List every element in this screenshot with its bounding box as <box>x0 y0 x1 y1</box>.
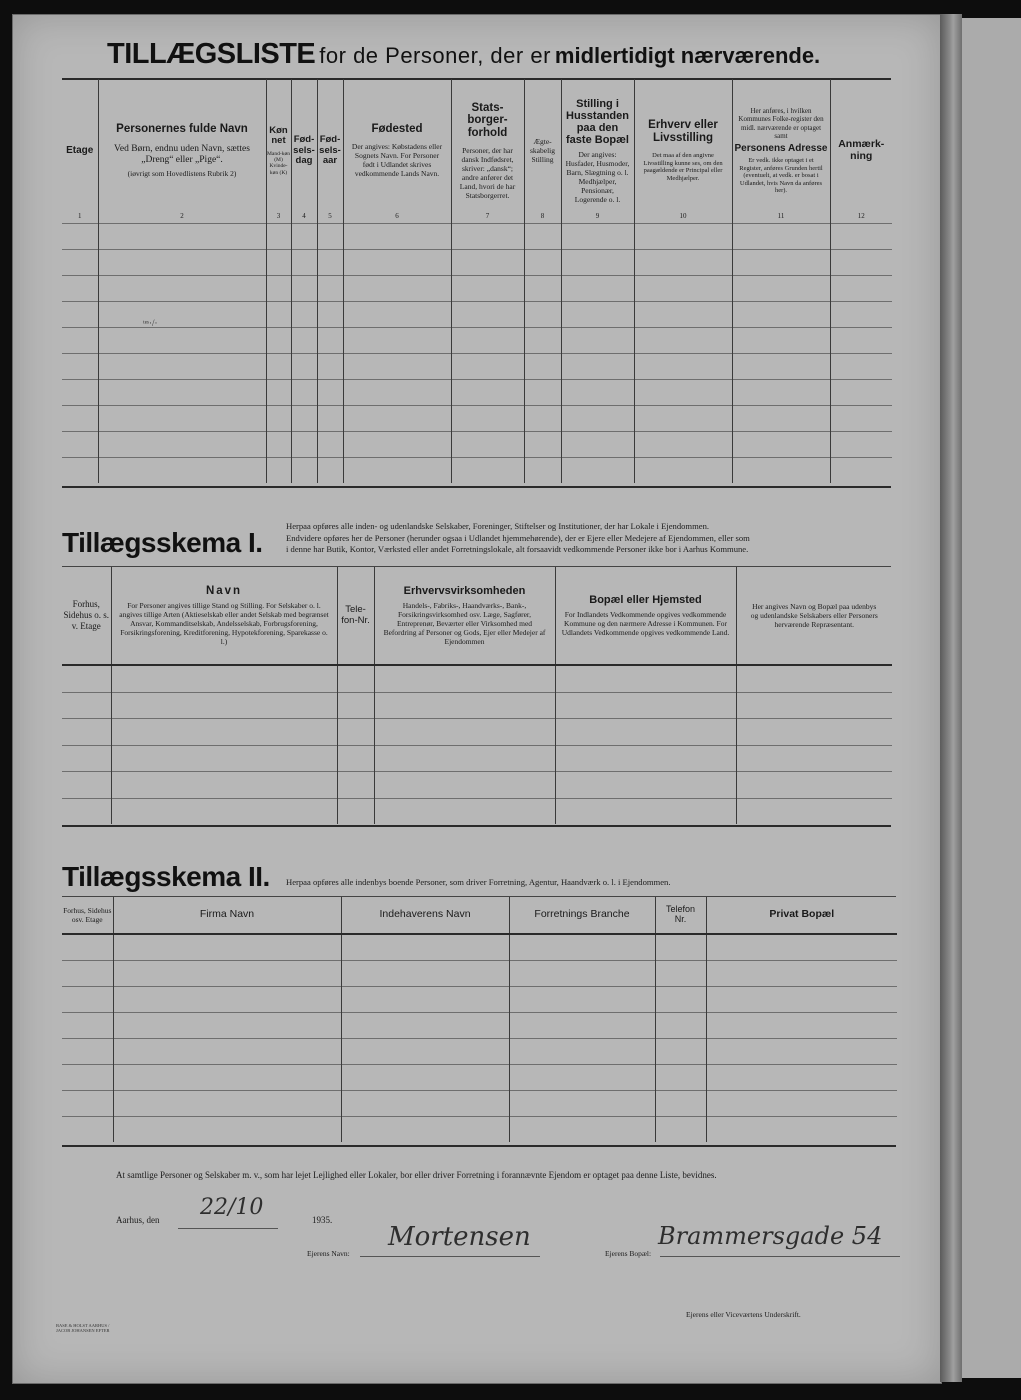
skema2-cell[interactable] <box>341 961 509 987</box>
main-table-cell[interactable] <box>266 457 291 483</box>
main-table-cell[interactable] <box>98 223 266 249</box>
main-table-cell[interactable] <box>634 353 732 379</box>
skema2-col-indehaver: Indehaverens Navn <box>341 897 509 934</box>
main-table-cell[interactable] <box>62 353 98 379</box>
main-table-cell[interactable] <box>98 379 266 405</box>
skema1-cell[interactable] <box>555 719 736 746</box>
skema2-cell[interactable] <box>113 961 341 987</box>
col-address-header: Her anføres, i hvilken Kommunes Folke-register den midl. nærværende er optaget samt Personens Adresse Er vedk. ikke optaget i et Register, anføres Grunden hertil (eventuelt, at vedk. er bosat i Udlandet, hvis Navn da anføres her). 11 <box>732 79 830 223</box>
skema2-cell[interactable] <box>655 961 706 987</box>
main-table-cell[interactable] <box>343 431 451 457</box>
main-table-cell[interactable] <box>343 301 451 327</box>
main-table-cell[interactable] <box>343 457 451 483</box>
skema1-row <box>62 798 892 824</box>
main-table-row <box>62 223 892 249</box>
main-table-row <box>62 431 892 457</box>
main-table-cell[interactable] <box>830 327 892 353</box>
main-table-cell[interactable] <box>451 275 524 301</box>
skema1-cell[interactable] <box>62 665 111 692</box>
main-table-cell[interactable] <box>266 353 291 379</box>
skema2-cell[interactable] <box>62 934 113 961</box>
skema1-row <box>62 665 892 692</box>
skema2-cell[interactable] <box>706 1065 897 1091</box>
skema2-cell[interactable] <box>341 1065 509 1091</box>
main-table-cell[interactable] <box>732 327 830 353</box>
main-table-cell[interactable] <box>451 353 524 379</box>
owner-name-label: Ejerens Navn: <box>307 1249 350 1258</box>
skema2-cell[interactable] <box>113 1039 341 1065</box>
col-etage-header: Etage 1 <box>62 79 98 223</box>
skema2-row <box>62 1039 897 1065</box>
main-table-cell[interactable] <box>266 327 291 353</box>
main-table-cell[interactable] <box>524 223 561 249</box>
main-table-cell[interactable] <box>524 301 561 327</box>
book-spine <box>940 14 962 1382</box>
skema1-description <box>286 521 898 556</box>
skema2-cell[interactable] <box>62 1065 113 1091</box>
skema2-cell[interactable] <box>341 1117 509 1143</box>
title-part1: TILLÆGSLISTE <box>107 38 316 70</box>
main-table-cell[interactable] <box>830 353 892 379</box>
main-table-cell[interactable] <box>62 275 98 301</box>
main-table-cell[interactable] <box>561 275 634 301</box>
main-table-row <box>62 327 892 353</box>
date-line <box>178 1228 278 1229</box>
skema2-row <box>62 1013 897 1039</box>
skema2-row <box>62 934 897 961</box>
main-table-cell[interactable] <box>317 223 343 249</box>
main-table-cell[interactable] <box>524 353 561 379</box>
main-table-cell[interactable] <box>98 249 266 275</box>
signature-label: Ejerens eller Viceværtens Underskrift. <box>686 1310 801 1319</box>
main-table-cell[interactable] <box>291 379 317 405</box>
skema2-cell[interactable] <box>113 1065 341 1091</box>
main-table-cell[interactable] <box>291 457 317 483</box>
main-table-cell[interactable] <box>830 457 892 483</box>
col-name-header: Personernes fulde Navn Ved Børn, endnu uden Navn, sættes „Dreng“ eller „Pige“. (iøvrigt som Hovedlistens Rubrik 2) 2 <box>98 79 266 223</box>
main-table-cell[interactable] <box>62 249 98 275</box>
owner-address-line <box>660 1256 900 1257</box>
skema2-cell[interactable] <box>62 1117 113 1143</box>
main-table-row <box>62 249 892 275</box>
title-part3: midlertidigt nærværende. <box>554 43 821 68</box>
skema1-cell[interactable] <box>555 798 736 824</box>
main-table-cell[interactable] <box>732 249 830 275</box>
skema1-col-erhverv: Erhvervsvirksomheden Handels-, Fabriks-, Haandværks-, Bank-, Forsikringsvirksomhed osv. Læge, Sagfører, Entreprenør, Beværter eller Virksomhed med Befordring af Personer og Gods, Ejer eller Medejer af Ejendommen <box>374 567 555 665</box>
main-table-cell[interactable] <box>561 379 634 405</box>
main-table-cell[interactable] <box>343 353 451 379</box>
skema1-cell[interactable] <box>555 692 736 719</box>
skema2-cell[interactable] <box>509 934 655 961</box>
skema2-cell[interactable] <box>655 1117 706 1143</box>
skema2-col-firma: Firma Navn <box>113 897 341 934</box>
main-table-cell[interactable] <box>732 223 830 249</box>
main-table-cell[interactable] <box>451 327 524 353</box>
col-birthplace-header: Fødested Der angives: Købstadens eller Sognets Navn. For Personer født i Udlandet skrives vedkommende Lands Navn. 6 <box>343 79 451 223</box>
main-table-cell[interactable] <box>451 301 524 327</box>
title-part2: for de Personer, der er <box>319 43 551 68</box>
col-household-header: Stilling i Husstanden paa den faste Bopæl Der angives: Husfader, Husmoder, Barn, Slægtning o. l. Medhjælper, Pensionær, Logerende o. l. 9 <box>561 79 634 223</box>
main-table-cell[interactable] <box>830 379 892 405</box>
skema1-cell[interactable] <box>62 798 111 824</box>
main-table-cell[interactable] <box>561 249 634 275</box>
main-table-cell[interactable] <box>634 223 732 249</box>
main-table-row <box>62 405 892 431</box>
skema2-cell[interactable] <box>341 934 509 961</box>
main-table-cell[interactable] <box>524 327 561 353</box>
main-table-cell[interactable] <box>732 301 830 327</box>
main-table-cell[interactable] <box>830 249 892 275</box>
skema1-cell[interactable] <box>111 798 337 824</box>
skema1-body <box>62 665 892 824</box>
skema2-description: Herpaa opføres alle indenbys boende Personer, som driver Forretning, Agentur, Haandværk o. l. i Ejendommen. <box>286 877 671 887</box>
skema1-row <box>62 719 892 746</box>
main-table-cell[interactable] <box>634 327 732 353</box>
col-sex-header: Kønnet Mand-køn (M) Kvinde-køn (K) 3 <box>266 79 291 223</box>
skema1-cell[interactable] <box>62 692 111 719</box>
main-table-cell[interactable] <box>830 405 892 431</box>
skema1-cell[interactable] <box>111 772 337 799</box>
place-label: Aarhus, den <box>116 1215 160 1225</box>
skema1-col-telefon: Tele-fon-Nr. <box>337 567 374 665</box>
page-title <box>107 38 820 71</box>
main-table <box>62 79 892 483</box>
skema2-cell[interactable] <box>509 1091 655 1117</box>
skema2-cell[interactable] <box>509 961 655 987</box>
skema2-row <box>62 1117 897 1143</box>
skema1-title: Tillægsskema I. <box>62 527 263 558</box>
main-table-cell[interactable] <box>343 327 451 353</box>
attestation-text: At samtlige Personer og Selskaber m. v., som har lejet Lejlighed eller Lokaler, bor eller driver Forretning i forannævnte Ejendom er optaget paa denne Liste, bevidnes. <box>116 1170 717 1180</box>
skema2-row <box>62 1065 897 1091</box>
skema2-cell[interactable] <box>113 1013 341 1039</box>
skema2-bottom-rule <box>62 1145 896 1147</box>
main-table-cell[interactable] <box>98 275 266 301</box>
main-table-cell[interactable] <box>317 405 343 431</box>
main-table-cell[interactable] <box>266 275 291 301</box>
main-table-cell[interactable] <box>98 405 266 431</box>
skema2-cell[interactable] <box>655 1065 706 1091</box>
skema2-cell[interactable] <box>113 1117 341 1143</box>
skema2-header <box>62 897 897 934</box>
col-birthyear-header: Fød-sels-aar 5 <box>317 79 343 223</box>
main-table-cell[interactable] <box>343 249 451 275</box>
main-table-cell[interactable] <box>62 301 98 327</box>
skema2-col-privat-bopael: Privat Bopæl <box>706 897 897 934</box>
skema2-cell[interactable] <box>706 987 897 1013</box>
skema2-title: Tillægsskema II. <box>62 861 270 892</box>
skema1-cell[interactable] <box>337 798 374 824</box>
main-table-cell[interactable] <box>266 379 291 405</box>
skema2-cell[interactable] <box>706 961 897 987</box>
main-table-body <box>62 223 892 483</box>
main-table-cell[interactable] <box>634 301 732 327</box>
skema1-col-etage: Forhus, Sidehus o. s. v. Etage <box>62 567 111 665</box>
skema1-row <box>62 692 892 719</box>
skema1-row <box>62 772 892 799</box>
col-marital-header: Ægte-skabelig Stilling 8 <box>524 79 561 223</box>
skema2-cell[interactable] <box>341 1039 509 1065</box>
skema1-cell[interactable] <box>337 772 374 799</box>
col-occupation-header: Erhverv eller Livsstilling Det maa af den angivne Livsstilling kunne ses, om den paagældende er Principal eller Medhjælper. 10 <box>634 79 732 223</box>
skema2-row <box>62 1091 897 1117</box>
skema1-cell[interactable] <box>374 692 555 719</box>
skema1-bottom-rule <box>62 825 891 827</box>
main-table-cell[interactable] <box>634 275 732 301</box>
main-table-cell[interactable] <box>266 301 291 327</box>
skema2-cell[interactable] <box>655 934 706 961</box>
main-table-row <box>62 301 892 327</box>
main-table-cell[interactable] <box>343 223 451 249</box>
main-table-cell[interactable] <box>98 431 266 457</box>
main-table-cell[interactable] <box>343 405 451 431</box>
main-table-cell[interactable] <box>317 327 343 353</box>
skema2-cell[interactable] <box>706 1117 897 1143</box>
skema2-cell[interactable] <box>706 1091 897 1117</box>
skema2-cell[interactable] <box>706 1013 897 1039</box>
main-table-cell[interactable] <box>266 405 291 431</box>
skema1-cell[interactable] <box>374 772 555 799</box>
skema2-cell[interactable] <box>341 987 509 1013</box>
main-table-cell[interactable] <box>343 379 451 405</box>
main-table-cell[interactable] <box>317 457 343 483</box>
skema1-cell[interactable] <box>111 719 337 746</box>
skema1-desc-line-2: Endvidere opføres her de Personer (herunder ogsaa i Udlandet hjemmehørende), der er Ejere eller Medejere af Ejendommen, eller som <box>286 532 750 543</box>
skema1-col-navn: Navn For Personer angives tillige Stand og Stilling. For Selskaber o. l. angives tillige Arten (Aktieselskab eller andet Selskab med begrænset Ansvar, Kommanditselskab, Andelsselskab, Forbrugsforening, Forsikringsforening, Kreditforening, Hypotekforening, Sparekasse o. l.) <box>111 567 337 665</box>
main-table-bottom-rule <box>62 486 891 488</box>
skema1-cell[interactable] <box>736 665 892 692</box>
main-table-cell[interactable] <box>524 249 561 275</box>
main-table-cell[interactable] <box>732 379 830 405</box>
main-table-cell[interactable] <box>524 275 561 301</box>
year-text: 1935. <box>312 1215 333 1225</box>
skema1-cell[interactable] <box>555 745 736 772</box>
adjacent-page <box>962 18 1021 1378</box>
skema1-cell[interactable] <box>374 745 555 772</box>
main-table-cell[interactable] <box>291 223 317 249</box>
main-table-cell[interactable] <box>732 353 830 379</box>
skema1-cell[interactable] <box>374 719 555 746</box>
skema1-cell[interactable] <box>736 772 892 799</box>
skema2-row <box>62 961 897 987</box>
skema2-cell[interactable] <box>706 934 897 961</box>
skema1-cell[interactable] <box>111 745 337 772</box>
main-table-cell[interactable] <box>451 223 524 249</box>
main-table-cell[interactable] <box>561 457 634 483</box>
skema1-table <box>62 567 892 824</box>
main-table-cell[interactable] <box>291 275 317 301</box>
main-table-cell[interactable] <box>62 431 98 457</box>
skema1-cell[interactable] <box>555 772 736 799</box>
printer-imprint: BASE & HOLST AARHUS / JACOB JOHANSEN EFTER <box>56 1323 110 1334</box>
main-table-cell[interactable] <box>830 301 892 327</box>
main-table-cell[interactable] <box>561 405 634 431</box>
skema2-cell[interactable] <box>62 1039 113 1065</box>
col-citizenship-header: Stats-borger-forhold Personer, der har dansk Indfødsret, skriver: „dansk“; andre anfører det Land, hvori de har Statsborgerret. 7 <box>451 79 524 223</box>
owner-name-line <box>360 1256 540 1257</box>
main-table-cell[interactable] <box>451 405 524 431</box>
skema2-cell[interactable] <box>655 1091 706 1117</box>
col-remarks-header: Anmærk-ning 12 <box>830 79 892 223</box>
main-table-cell[interactable] <box>291 301 317 327</box>
main-table-cell[interactable] <box>266 431 291 457</box>
main-table-cell[interactable] <box>317 379 343 405</box>
main-table-cell[interactable] <box>266 249 291 275</box>
main-table-cell[interactable] <box>561 301 634 327</box>
main-table-cell[interactable] <box>732 275 830 301</box>
main-table-cell[interactable] <box>62 457 98 483</box>
skema2-cell[interactable] <box>113 987 341 1013</box>
skema2-cell[interactable] <box>62 961 113 987</box>
main-table-cell[interactable] <box>98 353 266 379</box>
main-table-cell[interactable] <box>732 431 830 457</box>
main-table-cell[interactable] <box>451 457 524 483</box>
main-table-cell[interactable] <box>343 275 451 301</box>
skema2-row <box>62 987 897 1013</box>
owner-address-label: Ejerens Bopæl: <box>605 1249 652 1258</box>
main-table-cell[interactable] <box>291 431 317 457</box>
main-table-cell[interactable] <box>317 301 343 327</box>
main-table-cell[interactable] <box>561 353 634 379</box>
skema1-cell[interactable] <box>111 692 337 719</box>
main-table-cell[interactable] <box>291 249 317 275</box>
main-table-row <box>62 457 892 483</box>
stray-pencil-mark: ᵗᵉˢ·/· <box>143 318 158 328</box>
main-table-cell[interactable] <box>732 457 830 483</box>
skema2-cell[interactable] <box>509 1117 655 1143</box>
main-table-cell[interactable] <box>317 431 343 457</box>
main-table-cell[interactable] <box>317 353 343 379</box>
skema2-cell[interactable] <box>341 1091 509 1117</box>
skema1-col-bopael: Bopæl eller Hjemsted For Indlandets Vedkommende opgives vedkommende Kommune og den nærmere Adresse i Kommunen. For Udlandets Vedkommende opgives vedkommende Land. <box>555 567 736 665</box>
owner-address-handwritten: Brammersgade 54 <box>658 1222 883 1250</box>
main-table-cell[interactable] <box>634 457 732 483</box>
skema1-cell[interactable] <box>736 798 892 824</box>
skema2-cell[interactable] <box>341 1013 509 1039</box>
skema1-cell[interactable] <box>62 772 111 799</box>
skema1-cell[interactable] <box>111 665 337 692</box>
main-table-cell[interactable] <box>634 379 732 405</box>
skema2-col-telefon: Telefon Nr. <box>655 897 706 934</box>
main-table-cell[interactable] <box>62 379 98 405</box>
main-table-cell[interactable] <box>291 405 317 431</box>
skema1-desc-line-3: i denne har Butik, Kontor, Værksted eller andet Forretningslokale, alt forsaavidt vedkommende Personer ikke bor i Aarhus Kommune. <box>286 544 749 555</box>
main-table-cell[interactable] <box>317 249 343 275</box>
main-table-cell[interactable] <box>451 379 524 405</box>
skema1-cell[interactable] <box>736 719 892 746</box>
skema1-cell[interactable] <box>736 745 892 772</box>
skema2-cell[interactable] <box>655 1013 706 1039</box>
main-table-cell[interactable] <box>634 431 732 457</box>
main-table-cell[interactable] <box>98 301 266 327</box>
skema1-row <box>62 745 892 772</box>
main-table-cell[interactable] <box>291 353 317 379</box>
main-table-cell[interactable] <box>830 223 892 249</box>
skema1-desc-line-1: Herpaa opføres alle inden- og udenlandske Selskaber, Foreninger, Stiftelser og Institutioner, der har Lokale i Ejendommen. <box>286 521 710 531</box>
date-handwritten: 22/10 <box>200 1195 264 1220</box>
skema1-header <box>62 567 892 665</box>
skema2-cell[interactable] <box>509 987 655 1013</box>
main-table-cell[interactable] <box>732 405 830 431</box>
skema1-col-repraesentant: Her angives Navn og Bopæl paa udenbys og udenlandske Selskabers eller Personers herværende Repræsentant. <box>736 567 892 665</box>
col-birthday-header: Fød-sels-dag 4 <box>291 79 317 223</box>
main-table-cell[interactable] <box>291 327 317 353</box>
skema2-table <box>62 897 897 1142</box>
skema2-cell[interactable] <box>706 1039 897 1065</box>
main-table-cell[interactable] <box>62 327 98 353</box>
main-table-cell[interactable] <box>561 223 634 249</box>
skema2-cell[interactable] <box>113 934 341 961</box>
main-table-cell[interactable] <box>524 431 561 457</box>
skema2-cell[interactable] <box>113 1091 341 1117</box>
main-table-cell[interactable] <box>830 275 892 301</box>
main-table-cell[interactable] <box>451 431 524 457</box>
main-table-header <box>62 79 892 223</box>
skema2-cell[interactable] <box>655 987 706 1013</box>
skema2-cell[interactable] <box>655 1039 706 1065</box>
skema2-col-branche: Forretnings Branche <box>509 897 655 934</box>
main-table-cell[interactable] <box>266 223 291 249</box>
main-table-cell[interactable] <box>62 223 98 249</box>
main-table-cell[interactable] <box>524 457 561 483</box>
skema1-cell[interactable] <box>337 745 374 772</box>
main-table-cell[interactable] <box>561 431 634 457</box>
skema2-cell[interactable] <box>509 1039 655 1065</box>
skema2-cell[interactable] <box>62 987 113 1013</box>
skema2-col-etage: Forhus, Sidehus osv. Etage <box>62 897 113 934</box>
main-table-cell[interactable] <box>451 249 524 275</box>
skema1-cell[interactable] <box>555 665 736 692</box>
skema1-cell[interactable] <box>736 692 892 719</box>
skema1-cell[interactable] <box>374 798 555 824</box>
main-table-cell[interactable] <box>634 405 732 431</box>
skema2-cell[interactable] <box>509 1013 655 1039</box>
main-table-cell[interactable] <box>317 275 343 301</box>
main-table-cell[interactable] <box>524 405 561 431</box>
main-table-cell[interactable] <box>62 405 98 431</box>
skema2-cell[interactable] <box>62 1013 113 1039</box>
main-table-row <box>62 275 892 301</box>
main-table-cell[interactable] <box>98 327 266 353</box>
skema2-cell[interactable] <box>62 1091 113 1117</box>
skema1-cell[interactable] <box>337 665 374 692</box>
skema2-cell[interactable] <box>509 1065 655 1091</box>
main-table-row <box>62 353 892 379</box>
skema1-cell[interactable] <box>337 692 374 719</box>
owner-name-handwritten: Mortensen <box>388 1222 531 1252</box>
skema1-cell[interactable] <box>337 719 374 746</box>
skema1-cell[interactable] <box>62 719 111 746</box>
main-table-cell[interactable] <box>830 431 892 457</box>
main-table-cell[interactable] <box>634 249 732 275</box>
skema2-body <box>62 934 897 1142</box>
main-table-cell[interactable] <box>524 379 561 405</box>
main-table-row <box>62 379 892 405</box>
skema1-cell[interactable] <box>62 745 111 772</box>
skema1-cell[interactable] <box>374 665 555 692</box>
main-table-cell[interactable] <box>98 457 266 483</box>
main-table-cell[interactable] <box>561 327 634 353</box>
